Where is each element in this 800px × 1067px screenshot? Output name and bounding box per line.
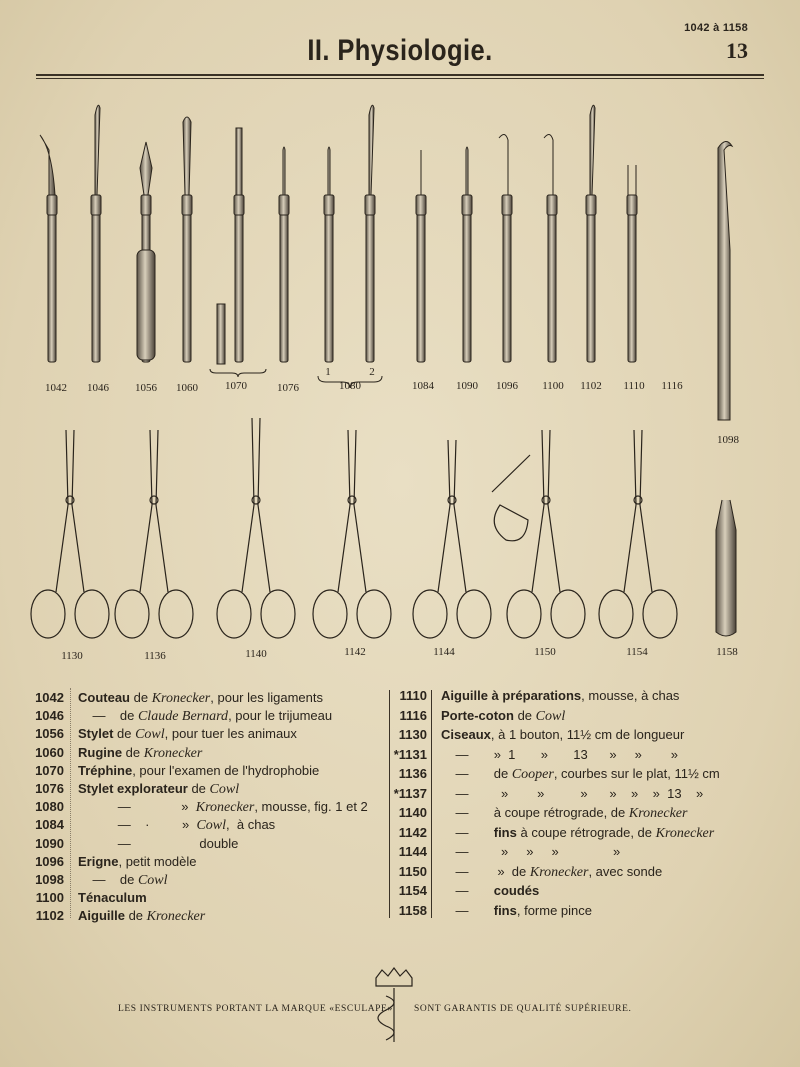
item-text: — de [441,766,512,781]
item-text: de [113,726,136,742]
fig-label-1140: 1140 [245,648,267,660]
instrument-1060 [182,117,192,362]
item-text: — de [78,872,138,887]
footer-right-text: SONT GARANTIS DE QUALITÉ SUPÉRIEURE. [414,1004,632,1014]
item-number: 1116 [399,707,427,723]
item-text: — [441,883,494,898]
instrument-1080 [324,147,334,362]
fig-label-1098: 1098 [717,434,739,446]
item-text: de [122,744,144,760]
item-name: coudés [493,883,540,898]
item-description [78,890,147,905]
item-description [441,727,684,742]
item-range: 1042 à 1158 [684,22,748,34]
instrument-1056 [137,142,155,362]
instrument-1102 [544,134,557,362]
item-number: 1130 [398,727,427,742]
inventor-name: Claude Bernard [137,709,229,725]
fig-label-1142: 1142 [344,646,366,658]
item-text: , mousse, à chas [581,688,680,703]
inventor-name: Kronecker [529,864,589,880]
item-name: Porte-coton [441,707,514,723]
item-text: , petit modèle [118,853,197,869]
item-number: 1090 [35,835,64,851]
item-number: 1096 [35,853,64,869]
item-name: Couteau [78,690,130,705]
fig-label-1060: 1060 [176,382,198,394]
item-text: , à chas [226,817,276,833]
item-text: , forme pince [516,902,593,918]
scissors-1136 [115,430,193,638]
item-name: fins [493,824,517,840]
item-text: , courbes sur le plat, 11½ cm [553,766,720,781]
item-name: Ciseaux [441,727,491,742]
item-description [78,763,319,778]
item-text: de [130,690,152,705]
page-number: 13 [726,38,748,63]
item-number: 1142 [398,824,427,840]
sonde-1150 [492,455,530,541]
fig-label-1046: 1046 [87,382,109,394]
instrument-1096 [462,147,472,362]
item-name: fins [493,902,517,918]
fig-label-1154: 1154 [626,646,648,658]
instrument-1070 [217,128,244,364]
fig-label-1080: 1080 [339,380,361,392]
item-description [78,708,332,725]
item-description [78,908,205,925]
item-text: de [187,781,210,796]
item-name: Stylet [78,726,114,742]
item-description [441,766,720,783]
item-description [441,844,620,859]
item-number: 1070 [35,762,64,778]
item-description [441,883,539,898]
item-description [78,726,297,743]
item-text: à coupe rétrograde, de [516,824,656,840]
inventor-name: Cowl [535,708,566,724]
inventor-name: Cowl [209,782,240,797]
item-text: — double [78,835,239,851]
scissors-1142 [313,430,391,638]
fig-label-1130: 1130 [61,650,83,662]
instrument-1042 [40,135,57,362]
item-description [78,690,323,707]
scissors-1154 [599,430,677,638]
fig-label-1144: 1144 [433,646,455,658]
instrument-1090 [416,150,426,362]
tweezers-1158 [716,500,736,636]
item-number: 1140 [398,805,427,820]
item-number: 1150 [398,863,427,879]
fig-label-1042: 1042 [45,382,67,394]
item-text: — » de [441,863,530,879]
item-text: — » [78,799,196,815]
instrument-1100 [499,134,512,362]
item-name: Rugine [78,744,123,760]
item-description [441,825,714,842]
item-text: , pour les ligaments [210,690,323,705]
item-text: , pour l'examen de l'hydrophobie [132,762,320,778]
fig-sublabel-2: 2 [369,366,375,378]
fig-label-1150: 1150 [534,646,556,658]
page-title: II. Physiologie. [307,34,493,67]
instrument-1046 [91,105,101,362]
inventor-name: Kronecker [151,691,211,706]
fig-label-1110: 1110 [623,380,645,392]
item-text: de [124,908,147,924]
item-text: — » » » » [441,844,621,859]
item-number: 1084 [35,817,64,833]
fig-label-1070: 1070 [225,380,247,392]
item-description [441,688,679,703]
inventor-name: Cowl [137,873,168,888]
item-number: 1042 [35,690,64,705]
scissors-1150 [507,430,585,638]
instrument-1084 [365,105,375,362]
fig-label-1136: 1136 [144,650,166,662]
item-text: — · » [78,817,197,833]
fig-sublabel-1: 1 [325,366,331,378]
item-text: — » 1 » 13 » » » [441,746,678,762]
item-text: , avec sonde [588,863,663,879]
inventor-name: Cooper [511,767,554,782]
item-text: , pour tuer les animaux [164,726,297,742]
fig-label-1056: 1056 [135,382,157,394]
item-number: 1102 [35,908,64,924]
item-description [78,872,168,889]
item-number: 1158 [398,902,427,918]
inventor-name: Kronecker [146,909,206,925]
item-description [441,708,565,725]
item-number: 1046 [35,708,64,724]
inventor-name: Kronecker [143,745,203,761]
item-name: Aiguille [78,908,125,924]
instrument-1098 [718,141,732,420]
item-text: — [441,902,494,918]
item-number: 1136 [398,766,427,781]
bracket-1070 [210,369,266,377]
item-number: 1100 [35,890,64,906]
item-number: 1060 [35,744,64,760]
inventor-name: Cowl [196,818,227,834]
item-name: Erigne [78,853,119,869]
item-text: , mousse, fig. 1 et 2 [254,799,368,815]
item-number: *1131 [393,746,427,762]
item-number: 1098 [35,872,64,887]
fig-label-1116: 1116 [661,380,683,392]
item-description [441,864,662,881]
item-text: — » » » » » » 13 » [441,785,704,801]
inventor-name: Kronecker [628,806,688,821]
item-text: , à 1 bouton, 11½ cm de longueur [490,727,685,742]
item-text: — de [78,708,138,724]
item-description [78,781,239,798]
item-description [441,805,687,822]
inventor-name: Kronecker [655,825,715,841]
item-name: Aiguille à préparations [441,688,582,703]
item-description [441,903,592,918]
item-description [78,836,238,851]
instrument-1116 [627,165,637,362]
item-number: 1144 [398,844,427,859]
inventor-name: Cowl [135,727,165,743]
instrument-1110 [586,105,596,362]
item-text: — à coupe rétrograde, de [441,805,629,820]
scissors-1144 [413,440,491,638]
fig-label-1102: 1102 [580,380,602,392]
instrument-1076 [279,147,289,362]
item-text: — [441,824,494,840]
item-number: 1154 [398,883,427,898]
item-text: , pour le trijumeau [228,708,333,724]
item-name: Tréphine [78,762,133,778]
left-number-divider [70,688,71,918]
item-number: *1137 [393,785,427,801]
fig-label-1084: 1084 [412,380,434,392]
scissors-1140 [217,418,295,638]
fig-label-1090: 1090 [456,380,478,392]
fig-label-1158: 1158 [716,646,738,658]
item-name: Stylet explorateur [78,781,188,796]
footer-left-text: LES INSTRUMENTS PORTANT LA MARQUE «ESCULAPE» [118,1004,393,1014]
item-description [441,786,703,801]
item-name: Ténaculum [78,890,147,906]
item-text: de [513,707,536,723]
item-number: 1080 [35,799,64,815]
column-divider-right [431,690,432,918]
item-number: 1110 [399,688,427,703]
fig-label-1096: 1096 [496,380,518,392]
inventor-name: Kronecker [195,800,255,816]
item-description [441,747,678,762]
item-description [78,745,202,762]
item-description [78,817,275,834]
item-description [78,854,197,869]
fig-label-1100: 1100 [542,380,564,392]
item-description [78,799,368,816]
item-number: 1056 [35,726,64,742]
fig-label-1076: 1076 [277,382,299,394]
item-number: 1076 [35,781,64,796]
scissors-1130 [31,430,109,638]
